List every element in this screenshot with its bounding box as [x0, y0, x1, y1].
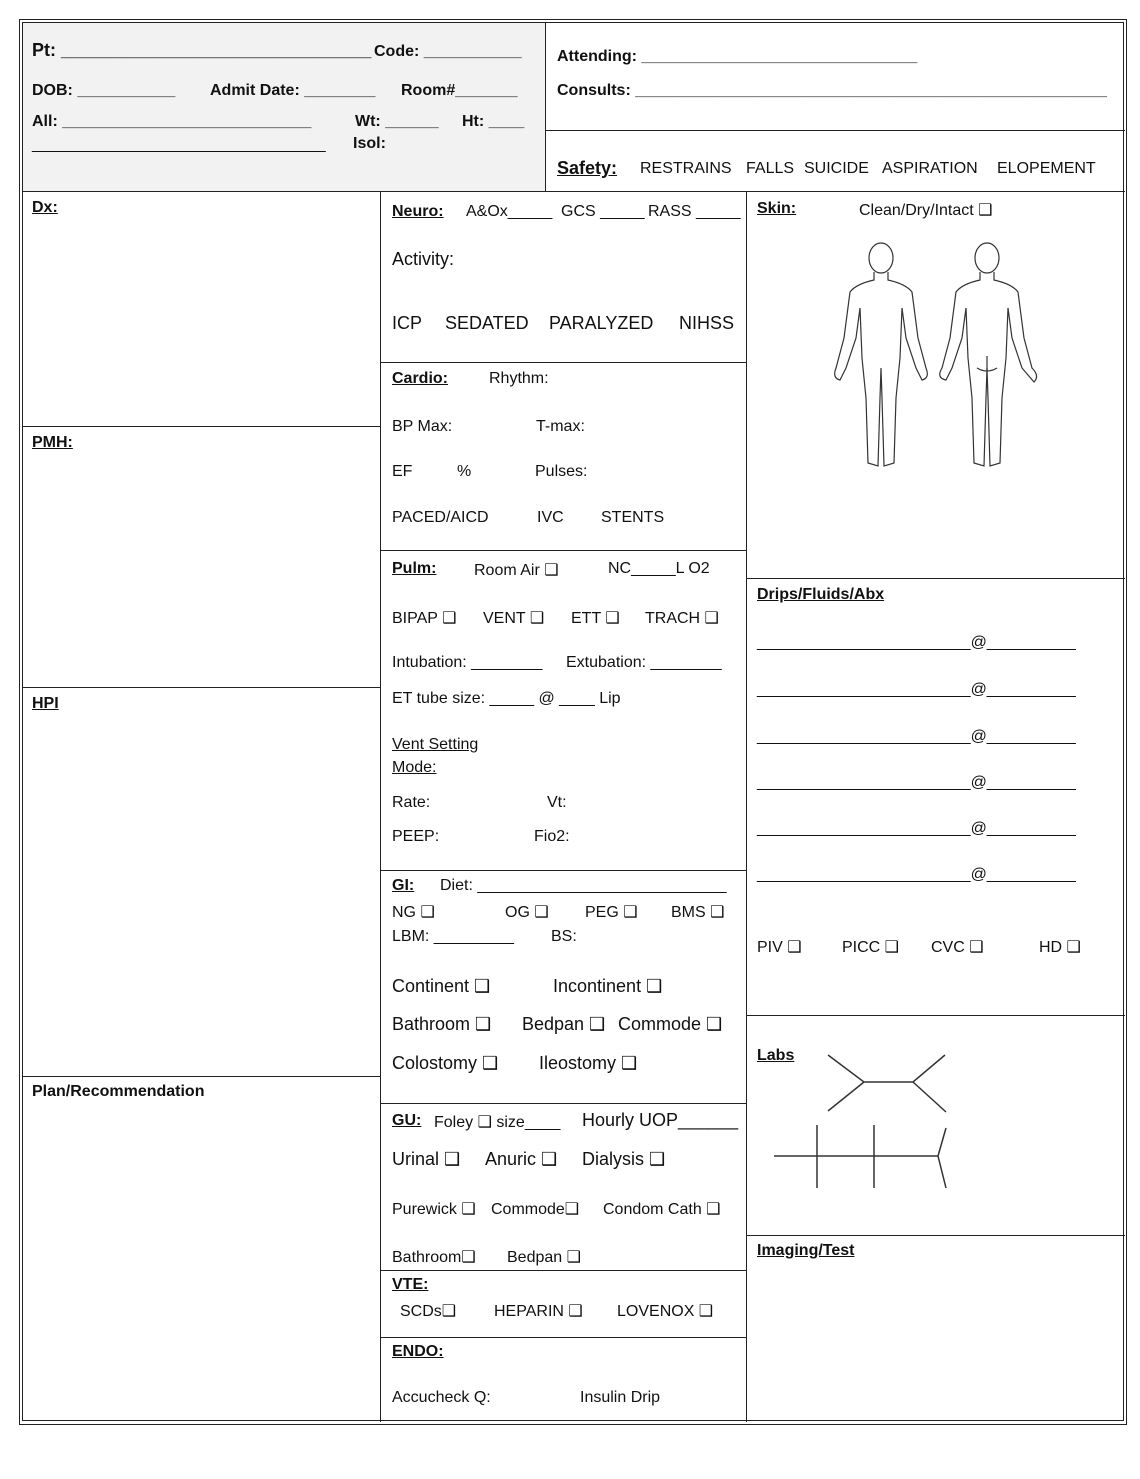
code-field[interactable]: Code: ___________ [374, 43, 522, 60]
incontinent-checkbox[interactable]: Incontinent ❑ [553, 976, 663, 996]
attending-field[interactable]: Attending: _______________________________ [557, 48, 918, 65]
imaging-label: Imaging/Test [757, 1242, 855, 1259]
vt-field[interactable]: Vt: [547, 794, 567, 811]
lab-fishbone-diagram [770, 1050, 960, 1195]
weight-field[interactable]: Wt: ______ [355, 113, 439, 130]
ivc[interactable]: IVC [537, 509, 564, 526]
peg-checkbox[interactable]: PEG ❑ [585, 904, 638, 921]
diet-field[interactable]: Diet: ____________________________ [440, 877, 727, 894]
bms-checkbox[interactable]: BMS ❑ [671, 904, 725, 921]
safety-elopement[interactable]: ELOPEMENT [997, 160, 1096, 177]
gu-label: GU: [392, 1112, 422, 1129]
vent-setting-label: Vent Setting [392, 736, 479, 753]
clean-dry-intact-checkbox[interactable]: Clean/Dry/Intact ❑ [859, 202, 993, 219]
rate-field[interactable]: Rate: [392, 794, 431, 811]
gu-bedpan-checkbox[interactable]: Bedpan ❑ [507, 1249, 581, 1266]
cbc-fishbone-icon [828, 1055, 946, 1112]
body-diagram [826, 238, 1046, 473]
stents[interactable]: STENTS [601, 509, 665, 526]
gcs-field[interactable]: GCS _____ [561, 203, 645, 220]
pulses-field[interactable]: Pulses: [535, 463, 588, 480]
drip-line-1[interactable]: ________________________@__________ [757, 634, 1076, 651]
nc-field[interactable]: NC_____L O2 [608, 560, 710, 577]
isolation-label: Isol: [353, 135, 386, 152]
hourly-uop-field[interactable]: Hourly UOP______ [582, 1110, 739, 1130]
bipap-checkbox[interactable]: BIPAP ❑ [392, 610, 457, 627]
bedpan-checkbox[interactable]: Bedpan ❑ [522, 1014, 606, 1034]
room-field[interactable]: Room#_______ [401, 82, 518, 99]
labs-label: Labs [757, 1047, 795, 1064]
gu-commode-checkbox[interactable]: Commode❑ [491, 1201, 580, 1218]
divider [380, 870, 746, 871]
accucheck-field[interactable]: Accucheck Q: [392, 1389, 491, 1406]
aox-field[interactable]: A&Ox_____ [466, 203, 553, 220]
patient-name-field[interactable]: Pt: _______________________________ [32, 40, 372, 60]
divider [380, 1103, 746, 1104]
ng-checkbox[interactable]: NG ❑ [392, 904, 435, 921]
skin-label: Skin: [757, 200, 797, 217]
body-front-icon [835, 243, 928, 466]
divider [380, 191, 381, 1422]
neuro-nihss[interactable]: NIHSS [679, 313, 735, 333]
divider [746, 1015, 1125, 1016]
room-air-checkbox[interactable]: Room Air ❑ [474, 562, 559, 579]
cvc-checkbox[interactable]: CVC ❑ [931, 939, 984, 956]
divider [380, 1337, 746, 1338]
bs-field[interactable]: BS: [551, 928, 577, 945]
safety-aspiration[interactable]: ASPIRATION [882, 160, 978, 177]
admit-date-field[interactable]: Admit Date: ________ [210, 82, 376, 99]
neuro-label: Neuro: [392, 203, 444, 220]
dob-field[interactable]: DOB: ___________ [32, 82, 176, 99]
foley-field[interactable]: Foley ❑ size____ [434, 1114, 561, 1131]
scds-checkbox[interactable]: SCDs❑ [400, 1303, 457, 1320]
divider [746, 191, 747, 1422]
ef-field[interactable]: EF [392, 463, 413, 480]
drip-line-5[interactable]: ________________________@__________ [757, 820, 1076, 837]
ileostomy-checkbox[interactable]: Ileostomy ❑ [539, 1053, 638, 1073]
divider [22, 191, 1125, 192]
colostomy-checkbox[interactable]: Colostomy ❑ [392, 1053, 499, 1073]
gu-bathroom-checkbox[interactable]: Bathroom❑ [392, 1249, 476, 1266]
drip-line-6[interactable]: ________________________@__________ [757, 866, 1076, 883]
cardio-label: Cardio: [392, 370, 448, 387]
purewick-checkbox[interactable]: Purewick ❑ [392, 1201, 476, 1218]
et-tube-size-field[interactable]: ET tube size: _____ @ ____ Lip [392, 690, 621, 707]
safety-restrains[interactable]: RESTRAINS [640, 160, 732, 177]
divider [22, 1076, 380, 1077]
endo-label: ENDO: [392, 1343, 444, 1360]
safety-suicide[interactable]: SUICIDE [804, 160, 869, 177]
bathroom-checkbox[interactable]: Bathroom ❑ [392, 1014, 492, 1034]
extubation-field[interactable]: Extubation: ________ [566, 654, 722, 671]
fio2-field[interactable]: Fio2: [534, 828, 570, 845]
dx-label: Dx: [32, 199, 58, 216]
allergies-field[interactable]: All: ____________________________ [32, 113, 312, 130]
divider [746, 1235, 1125, 1236]
divider [545, 22, 546, 192]
plan-label: Plan/Recommendation [32, 1083, 205, 1100]
body-back-icon [940, 243, 1037, 466]
divider [746, 578, 1125, 579]
bp-max-field[interactable]: BP Max: [392, 418, 453, 435]
drips-label: Drips/Fluids/Abx [757, 586, 885, 603]
divider [380, 362, 746, 363]
ef-percent: % [457, 463, 472, 480]
safety-label: Safety: [557, 158, 618, 178]
drip-line-2[interactable]: ________________________@__________ [757, 681, 1076, 698]
lbm-field[interactable]: LBM: _________ [392, 928, 514, 945]
insulin-drip-field[interactable]: Insulin Drip [580, 1389, 661, 1406]
paced-aicd[interactable]: PACED/AICD [392, 509, 489, 526]
pmh-label: PMH: [32, 434, 73, 451]
vent-checkbox[interactable]: VENT ❑ [483, 610, 545, 627]
ett-checkbox[interactable]: ETT ❑ [571, 610, 620, 627]
condom-cath-checkbox[interactable]: Condom Cath ❑ [603, 1201, 721, 1218]
og-checkbox[interactable]: OG ❑ [505, 904, 549, 921]
trach-checkbox[interactable]: TRACH ❑ [645, 610, 719, 627]
bmp-fishbone-icon [774, 1125, 946, 1188]
urinal-checkbox[interactable]: Urinal ❑ [392, 1149, 461, 1169]
rass-field[interactable]: RASS _____ [648, 203, 741, 220]
safety-falls[interactable]: FALLS [746, 160, 795, 177]
divider [380, 550, 746, 551]
drip-line-3[interactable]: ________________________@__________ [757, 728, 1076, 745]
neuro-icp[interactable]: ICP [392, 313, 423, 333]
dialysis-checkbox[interactable]: Dialysis ❑ [582, 1149, 666, 1169]
allergies-line-2[interactable]: _________________________________ [32, 136, 326, 153]
intubation-field[interactable]: Intubation: ________ [392, 654, 543, 671]
heparin-checkbox[interactable]: HEPARIN ❑ [494, 1303, 583, 1320]
hpi-label: HPI [32, 695, 59, 712]
height-field[interactable]: Ht: ____ [462, 113, 525, 130]
neuro-sedated[interactable]: SEDATED [445, 313, 529, 333]
drip-line-4[interactable]: ________________________@__________ [757, 774, 1076, 791]
picc-checkbox[interactable]: PICC ❑ [842, 939, 900, 956]
gi-label: GI: [392, 877, 415, 894]
pulm-label: Pulm: [392, 560, 437, 577]
divider [380, 1270, 746, 1271]
mode-field[interactable]: Mode: [392, 759, 437, 776]
neuro-paralyzed[interactable]: PARALYZED [549, 313, 654, 333]
activity-label: Activity: [392, 249, 455, 269]
peep-field[interactable]: PEEP: [392, 828, 440, 845]
piv-checkbox[interactable]: PIV ❑ [757, 939, 802, 956]
anuric-checkbox[interactable]: Anuric ❑ [485, 1149, 558, 1169]
tmax-field[interactable]: T-max: [536, 418, 585, 435]
divider [22, 687, 380, 688]
divider [545, 130, 1125, 131]
divider [22, 426, 380, 427]
continent-checkbox[interactable]: Continent ❑ [392, 976, 491, 996]
consults-field[interactable]: Consults: _____________________________________________________ [557, 82, 1107, 99]
vte-label: VTE: [392, 1276, 429, 1293]
rhythm-field[interactable]: Rhythm: [489, 370, 549, 387]
hd-checkbox[interactable]: HD ❑ [1039, 939, 1081, 956]
lovenox-checkbox[interactable]: LOVENOX ❑ [617, 1303, 714, 1320]
commode-checkbox[interactable]: Commode ❑ [618, 1014, 723, 1034]
